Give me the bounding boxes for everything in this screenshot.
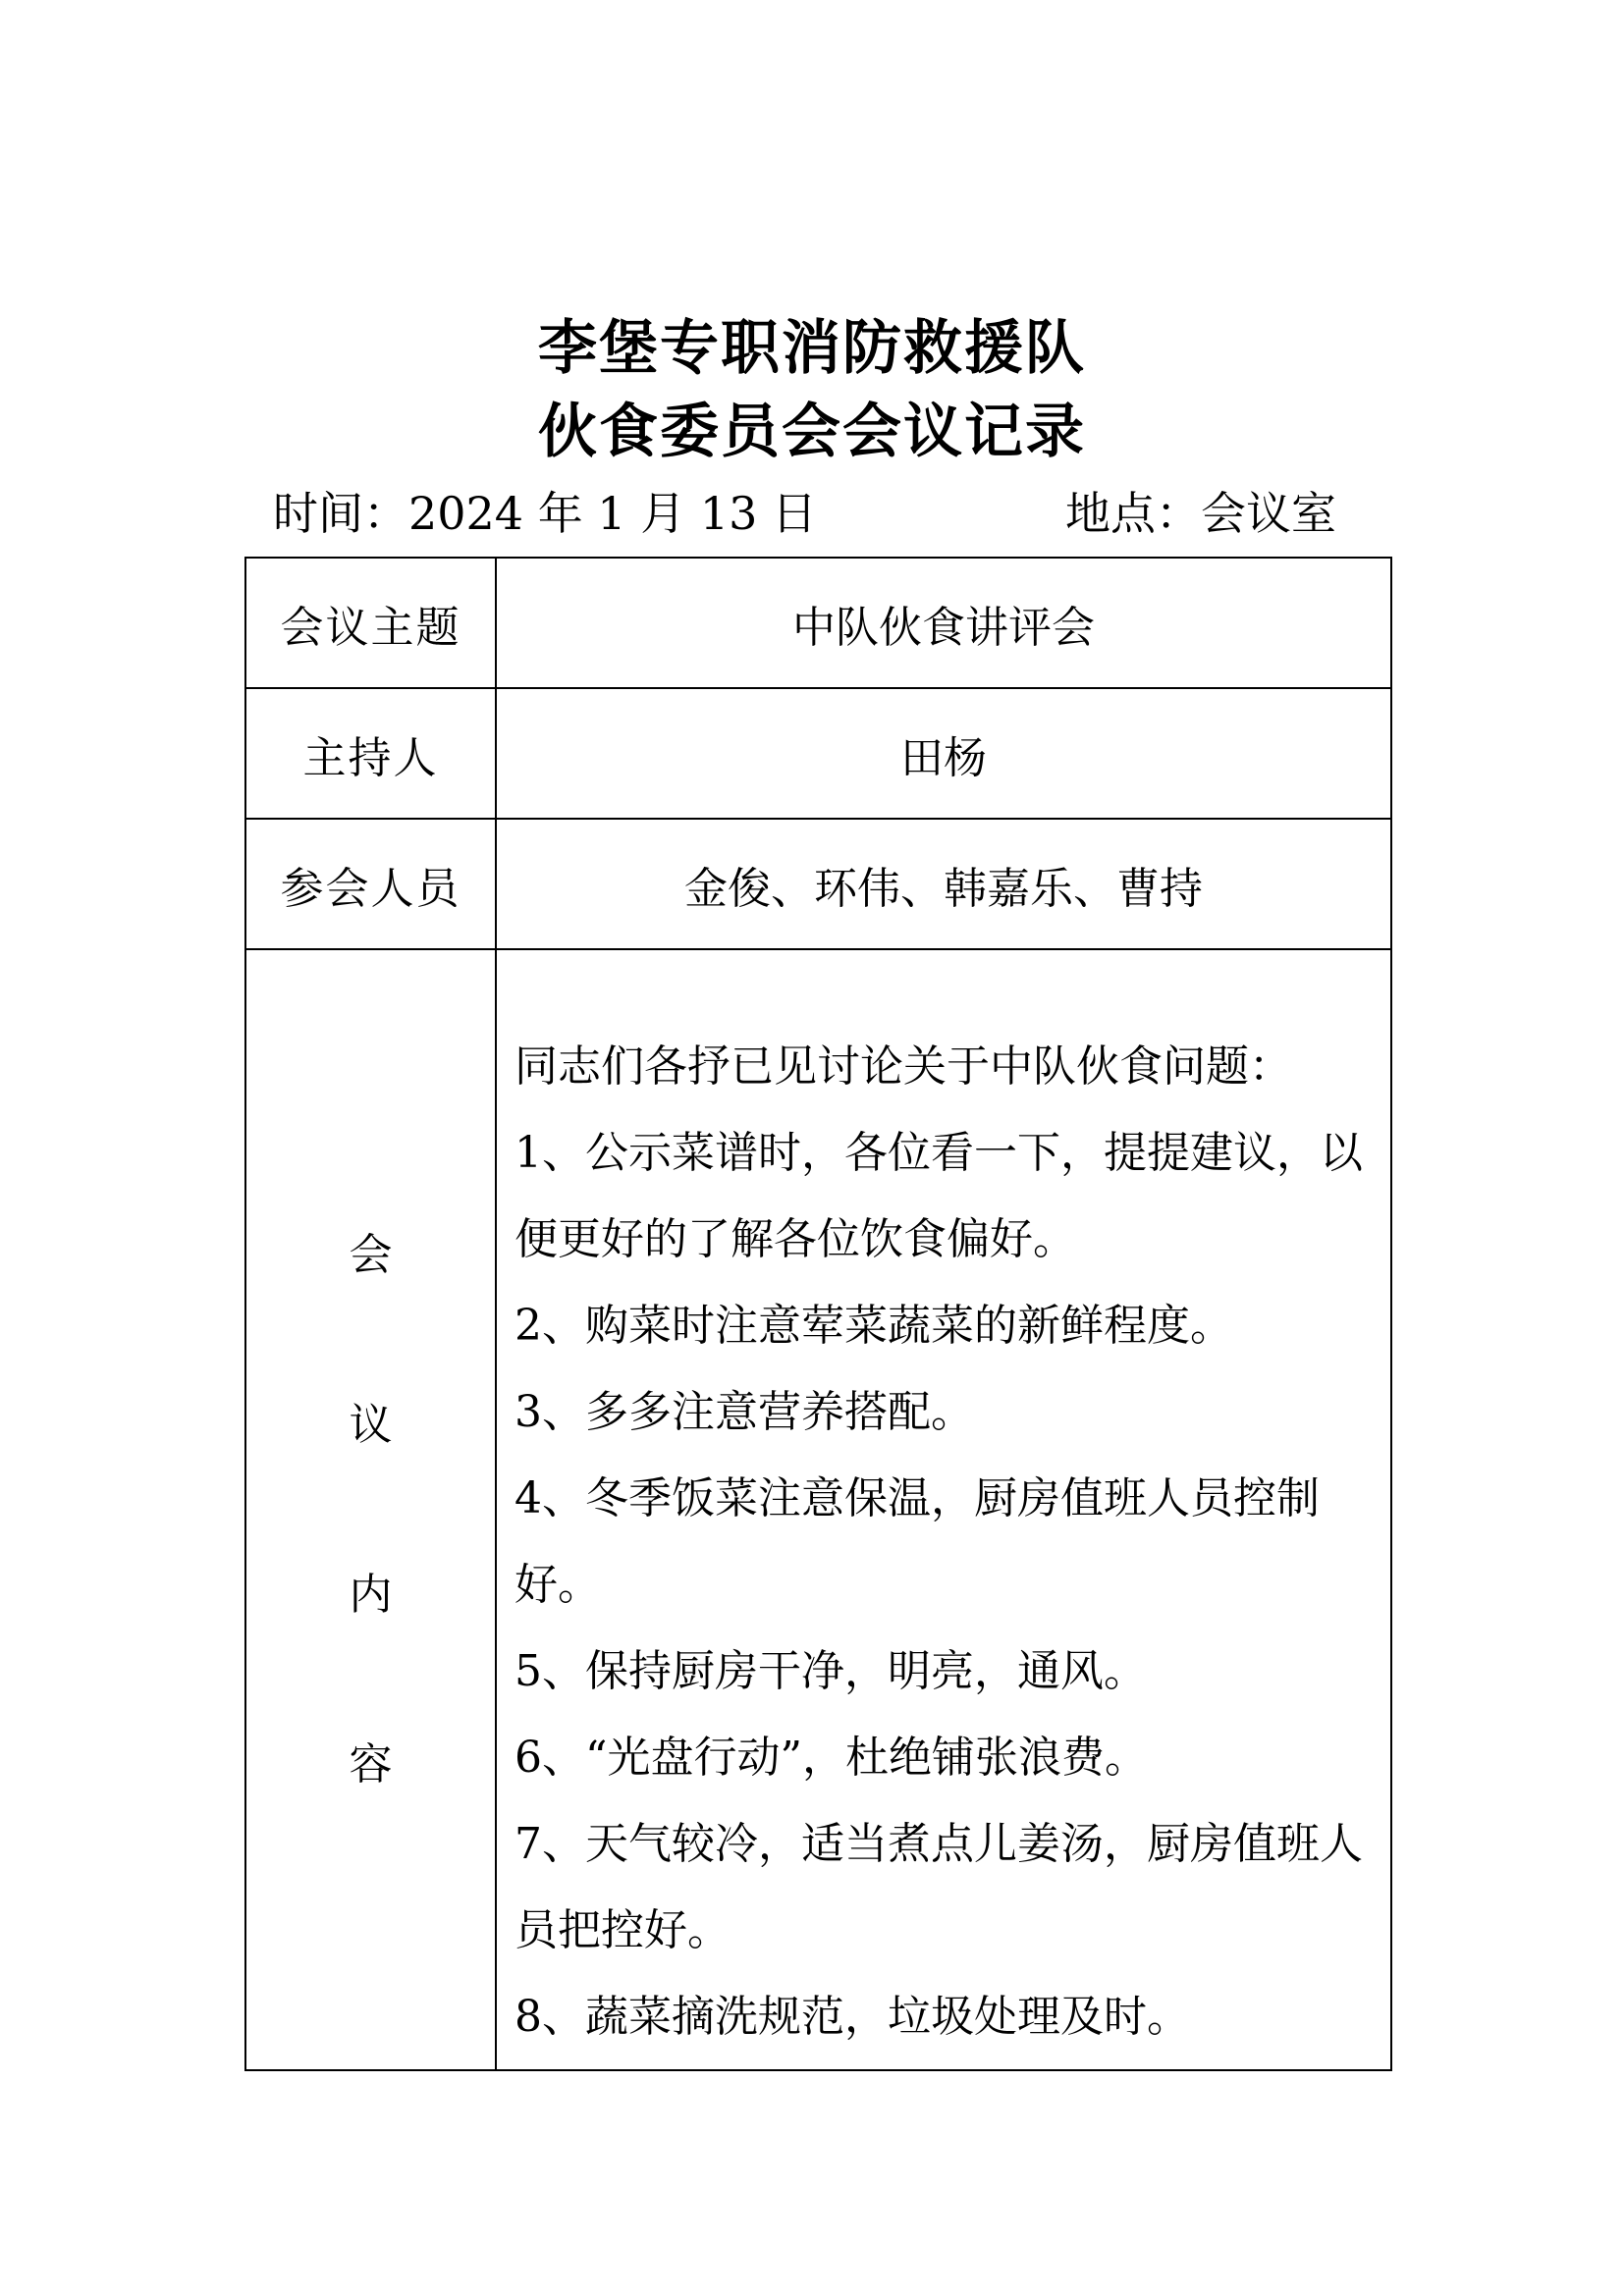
content-item: 5、保持厨房干净，明亮，通风。: [514, 1646, 1147, 1696]
attendees-label: 参会人员: [245, 819, 496, 949]
meeting-place: 地点：会议室: [1065, 487, 1336, 540]
content-item: 1、公示菜谱时，各位看一下，提提建议，以便更好的了解各位饮食偏好。: [514, 1128, 1363, 1264]
content-label-char: 会: [349, 1230, 393, 1280]
document-title-line-2: 伙食委员会会议记录: [538, 398, 1086, 466]
content-intro: 同志们各抒已见讨论关于中队伙食问题：: [514, 1041, 1292, 1092]
content-item: 2、购菜时注意荤菜蔬菜的新鲜程度。: [514, 1301, 1233, 1351]
host-value: 田杨: [496, 688, 1391, 819]
table-row-attendees: [245, 819, 1391, 949]
content-item: 7、天气较冷，适当煮点儿姜汤，厨房值班人员把控好。: [514, 1819, 1363, 1955]
content-item: 3、多多注意营养搭配。: [514, 1387, 974, 1437]
content-label-char: 容: [349, 1739, 393, 1789]
content-label-char: 内: [349, 1570, 393, 1620]
document-title-line-1: 李堡专职消防救援队: [538, 314, 1086, 383]
content-item: 6、“光盘行动”，杜绝铺张浪费。: [514, 1733, 1148, 1783]
content-label: [245, 949, 496, 2070]
meeting-time: 时间：2024 年 1 月 13 日: [273, 487, 817, 540]
table-row-content: [245, 949, 1391, 2070]
topic-label: 会议主题: [245, 558, 496, 688]
attendees-value: 金俊、环伟、韩嘉乐、曹持: [496, 819, 1391, 949]
meeting-record-table: [244, 557, 1392, 2071]
content-item: 4、冬季饭菜注意保温，厨房值班人员控制好。: [514, 1473, 1320, 1610]
topic-value: 中队伙食讲评会: [496, 558, 1391, 688]
host-label: 主持人: [245, 688, 496, 819]
table-row-topic: [245, 558, 1391, 688]
content-label-char: 议: [349, 1400, 393, 1450]
table-row-host: [245, 688, 1391, 819]
content-item: 8、蔬菜摘洗规范，垃圾处理及时。: [514, 1992, 1190, 2042]
meeting-content: [496, 949, 1391, 2070]
